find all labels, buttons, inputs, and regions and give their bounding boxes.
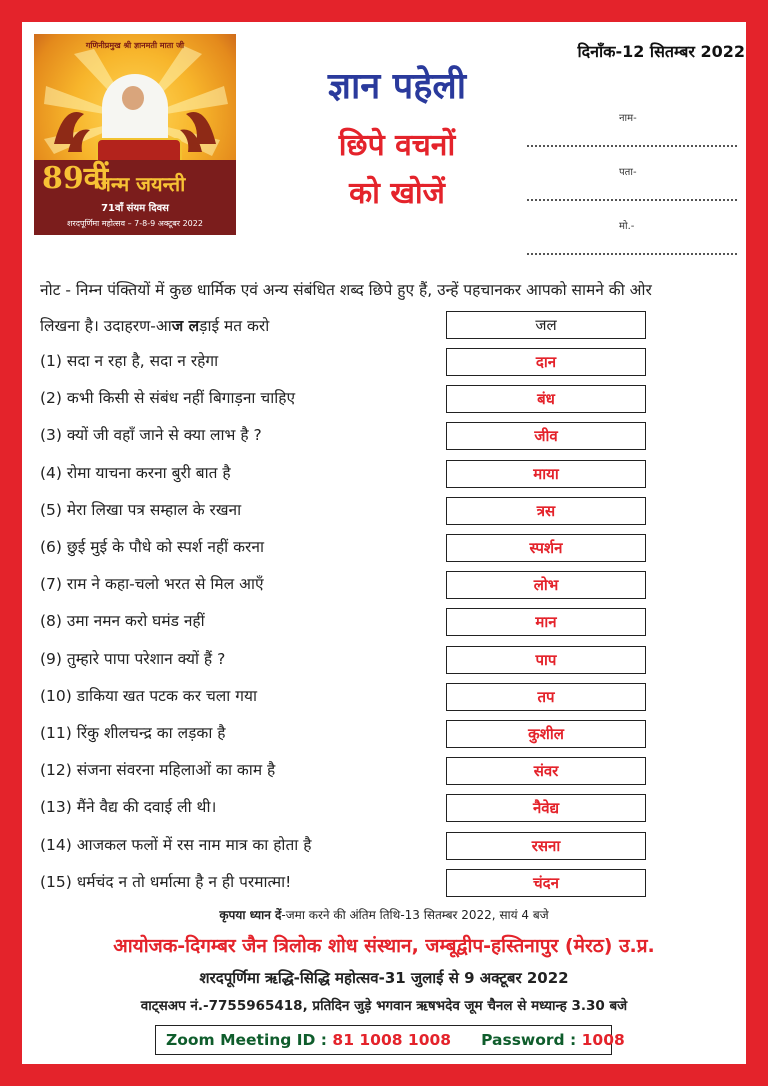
question-text: (15) धर्मचंद न तो धर्मात्मा है न ही परमात्मा! bbox=[40, 872, 292, 891]
answer-box[interactable]: लोभ bbox=[446, 571, 646, 599]
zoom-id-value: 81 1008 1008 bbox=[332, 1031, 452, 1049]
answer-box[interactable]: दान bbox=[446, 348, 646, 376]
question-text: (14) आजकल फलों में रस नाम मात्र का होता है bbox=[40, 835, 312, 854]
banner-subtitle: 71वाँ संयम दिवस bbox=[101, 203, 169, 214]
name-label: नाम- bbox=[619, 113, 637, 124]
question-text: (3) क्यों जी वहाँ जाने से क्या लाभ है ? bbox=[40, 426, 262, 445]
answer-box[interactable]: मान bbox=[446, 608, 646, 636]
mobile-label: मो.- bbox=[619, 221, 635, 232]
festival-line: शरदपूर्णिमा ऋद्धि-सिद्धि महोत्सव-31 जुलाई से 9 अक्टूबर 2022 bbox=[199, 969, 569, 987]
answer-box[interactable]: रसना bbox=[446, 832, 646, 860]
page-title: ज्ञान पहेली bbox=[327, 66, 467, 107]
deadline-text: -जमा करने की अंतिम तिथि-13 सितम्बर 2022, सायं 4 बजे bbox=[281, 908, 549, 922]
zoom-id-label: Zoom Meeting ID : bbox=[166, 1031, 333, 1049]
example-bold: ज ल bbox=[171, 317, 200, 335]
address-label: पता- bbox=[619, 167, 637, 178]
mobile-field[interactable] bbox=[527, 253, 737, 255]
subtitle-line-1: छिपे वचनों bbox=[338, 128, 456, 163]
answer-box[interactable]: संवर bbox=[446, 757, 646, 785]
quiz-sheet bbox=[22, 22, 746, 1064]
question-text: (1) सदा न रहा है, सदा न रहेगा bbox=[40, 352, 219, 370]
answer-box[interactable]: चंदन bbox=[446, 869, 646, 897]
question-text: (13) मैंने वैद्य की दवाई ली थी। bbox=[40, 798, 217, 817]
question-text: (9) तुम्हारे पापा परेशान क्यों हैं ? bbox=[40, 649, 226, 668]
zoom-password-value: 1008 bbox=[581, 1031, 625, 1049]
deadline-bold: कृपया ध्यान दें bbox=[219, 908, 282, 922]
whatsapp-line: वाट्सअप नं.-7755965418, प्रतिदिन जुड़े भगवान ऋषभदेव जूम चैनल से मध्यान्ह 3.30 बजे bbox=[140, 998, 628, 1014]
answer-box[interactable]: कुशील bbox=[446, 720, 646, 748]
banner-number: 89वीं bbox=[42, 161, 109, 196]
address-field[interactable] bbox=[527, 199, 737, 201]
question-text: (10) डाकिया खत पटक कर चला गया bbox=[40, 686, 257, 705]
question-text: (8) उमा नमन करो घमंड नहीं bbox=[40, 612, 205, 631]
question-text: (7) राम ने कहा-चलो भरत से मिल आएँ bbox=[40, 575, 264, 594]
answer-box[interactable]: जीव bbox=[446, 422, 646, 450]
deadline-note bbox=[22, 906, 746, 923]
question-text: (6) छुई मुई के पौधे को स्पर्श नहीं करना bbox=[40, 538, 264, 556]
answer-box[interactable]: स्पर्शन bbox=[446, 534, 646, 562]
subtitle-line-2: को खोजें bbox=[349, 176, 445, 211]
note-text: नोट - निम्न पंक्तियों में कुछ धार्मिक एवं अन्य संबंधित शब्द छिपे हुए हैं, उन्हें पहचानकर आपको सामने की ओर bbox=[40, 281, 652, 299]
answer-box[interactable]: तप bbox=[446, 683, 646, 711]
question-text: (5) मेरा लिखा पत्र सम्हाल के रखना bbox=[40, 500, 242, 519]
question-text: (4) रोमा याचना करना बुरी बात है bbox=[40, 463, 231, 482]
banner-event: जन्म जयन्ती bbox=[96, 172, 186, 196]
mataji-face bbox=[122, 86, 144, 110]
zoom-meeting-box bbox=[155, 1025, 625, 1055]
example-suffix: ड़ाई मत करो bbox=[199, 317, 270, 335]
name-field[interactable] bbox=[527, 145, 737, 147]
page-subtitle bbox=[292, 122, 502, 218]
banner-mahotsav: शरदपूर्णिमा महोत्सव – 7-8-9 अक्टूबर 2022 bbox=[67, 219, 203, 228]
jayanti-banner-image bbox=[34, 34, 236, 235]
answer-box[interactable]: माया bbox=[446, 460, 646, 488]
question-text: (2) कभी किसी से संबंध नहीं बिगाड़ना चाहिए bbox=[40, 389, 296, 408]
zoom-password-label: Password : bbox=[481, 1031, 582, 1049]
question-text: (11) रिंकु शीलचन्द्र का लड़का है bbox=[40, 724, 226, 742]
answer-box[interactable]: त्रस bbox=[446, 497, 646, 525]
answer-box[interactable]: नैवेद्य bbox=[446, 794, 646, 822]
question-text: (12) संजना संवरना महिलाओं का काम है bbox=[40, 761, 276, 780]
answer-box[interactable]: बंध bbox=[446, 385, 646, 413]
date-label: दिनाँक-12 सितम्बर 2022 bbox=[577, 42, 745, 61]
organizer-line: आयोजक-दिगम्बर जैन त्रिलोक शोध संस्थान, जम्बूद्वीप-हस्तिनापुर (मेरठ) उ.प्र. bbox=[113, 935, 655, 957]
answer-box[interactable]: पाप bbox=[446, 646, 646, 674]
example-answer-box: जल bbox=[446, 311, 646, 339]
example-prefix: लिखना है। उदाहरण-आ bbox=[40, 317, 172, 335]
banner-top-text: गणिनीप्रमुख श्री ज्ञानमती माता जी bbox=[85, 41, 185, 50]
